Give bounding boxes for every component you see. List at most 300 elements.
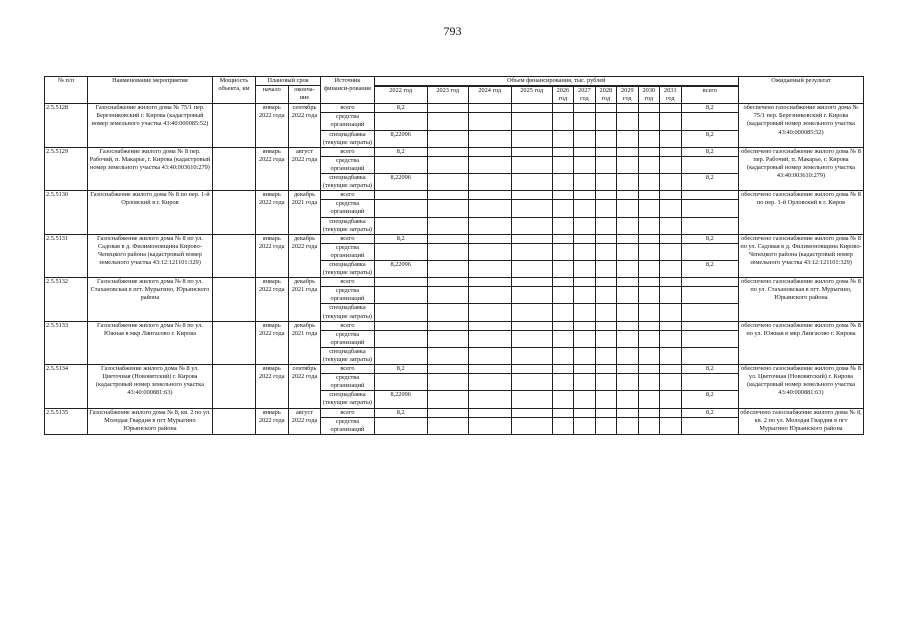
empty-cell <box>574 217 595 234</box>
table-row <box>45 104 864 113</box>
empty-cell <box>660 365 681 374</box>
empty-cell <box>552 217 573 234</box>
empty-cell <box>660 347 681 364</box>
empty-cell <box>511 260 552 277</box>
empty-cell <box>427 243 468 260</box>
empty-cell <box>595 243 616 260</box>
empty-cell <box>595 391 616 408</box>
empty-cell <box>617 417 638 434</box>
source-total: всего <box>321 147 374 156</box>
value-2022-nadbavka <box>374 217 427 234</box>
end-date: декабрь 2021 года <box>288 191 321 234</box>
empty-cell <box>511 113 552 130</box>
empty-cell <box>427 417 468 434</box>
header-name: Наименование мероприятия <box>87 77 212 104</box>
empty-cell <box>427 104 468 113</box>
row-number: 2.5.5129 <box>45 147 88 190</box>
empty-cell <box>617 278 638 287</box>
empty-cell <box>574 278 595 287</box>
empty-cell <box>574 104 595 113</box>
table-row <box>45 147 864 156</box>
empty-cell <box>638 113 659 130</box>
empty-cell <box>574 330 595 347</box>
empty-cell <box>638 365 659 374</box>
header-term: Плановый срок <box>255 77 321 86</box>
empty-cell <box>595 260 616 277</box>
expected-result: обеспечено газоснабжение жилого дома № 8 по ул. Садовая в д. Филимоновщина Кирово-Чепецкого района (кадастровый номер земельного участка 43:12:121101:329) <box>738 234 863 277</box>
empty-cell <box>660 260 681 277</box>
empty-cell <box>552 417 573 434</box>
empty-cell <box>617 156 638 173</box>
source-org: средства организаций <box>321 113 374 130</box>
empty-cell <box>660 156 681 173</box>
value-sum-total: 8,2 <box>681 234 738 243</box>
value-sum-nadbavka: 8,2 <box>681 260 738 277</box>
source-nadbavka: спецнадбавка (текущие затраты) <box>321 391 374 408</box>
row-number: 2.5.5132 <box>45 278 88 321</box>
empty-cell <box>595 347 616 364</box>
empty-cell <box>638 374 659 391</box>
empty-cell <box>638 408 659 417</box>
empty-cell <box>660 191 681 200</box>
value-2022-total: 8,2 <box>374 104 427 113</box>
source-total: всего <box>321 104 374 113</box>
empty-cell <box>468 113 511 130</box>
capacity-cell <box>212 147 255 190</box>
value-sum-total: 8,2 <box>681 408 738 417</box>
empty-cell <box>511 200 552 217</box>
table-row <box>45 278 864 287</box>
source-org: средства организаций <box>321 287 374 304</box>
row-number: 2.5.5135 <box>45 408 88 434</box>
empty-cell <box>552 174 573 191</box>
empty-cell <box>660 243 681 260</box>
empty-cell <box>617 287 638 304</box>
empty-cell <box>427 304 468 321</box>
empty-cell <box>511 104 552 113</box>
empty-cell <box>468 330 511 347</box>
empty-cell <box>574 191 595 200</box>
empty-cell <box>427 391 468 408</box>
empty-cell <box>595 130 616 147</box>
empty-cell <box>574 113 595 130</box>
empty-cell <box>574 347 595 364</box>
value-2022-total <box>374 321 427 330</box>
empty-cell <box>427 156 468 173</box>
empty-cell <box>427 260 468 277</box>
empty-cell <box>468 417 511 434</box>
start-date: январь 2022 года <box>255 321 288 364</box>
end-date: август 2022 года <box>288 147 321 190</box>
empty-cell <box>660 391 681 408</box>
empty-cell <box>617 304 638 321</box>
empty-cell <box>660 217 681 234</box>
header-start: начало <box>255 86 288 104</box>
empty-cell <box>374 200 427 217</box>
empty-cell <box>468 374 511 391</box>
empty-cell <box>427 365 468 374</box>
empty-cell <box>511 156 552 173</box>
empty-cell <box>617 113 638 130</box>
empty-cell <box>468 156 511 173</box>
empty-cell <box>638 200 659 217</box>
empty-cell <box>595 278 616 287</box>
empty-cell <box>552 234 573 243</box>
empty-cell <box>574 174 595 191</box>
empty-cell <box>681 200 738 217</box>
empty-cell <box>595 287 616 304</box>
empty-cell <box>427 200 468 217</box>
empty-cell <box>511 243 552 260</box>
empty-cell <box>511 391 552 408</box>
value-sum-nadbavka: 8,2 <box>681 174 738 191</box>
empty-cell <box>427 113 468 130</box>
empty-cell <box>468 130 511 147</box>
empty-cell <box>681 330 738 347</box>
start-date: январь 2022 года <box>255 147 288 190</box>
empty-cell <box>511 130 552 147</box>
source-total: всего <box>321 365 374 374</box>
empty-cell <box>638 330 659 347</box>
value-2022-total <box>374 191 427 200</box>
empty-cell <box>552 374 573 391</box>
empty-cell <box>617 347 638 364</box>
empty-cell <box>552 408 573 417</box>
empty-cell <box>595 104 616 113</box>
empty-cell <box>511 174 552 191</box>
value-sum-nadbavka: 8,2 <box>681 391 738 408</box>
value-sum-total <box>681 191 738 200</box>
empty-cell <box>574 156 595 173</box>
value-2022-total: 8,2 <box>374 234 427 243</box>
empty-cell <box>511 330 552 347</box>
empty-cell <box>468 347 511 364</box>
value-sum-nadbavka <box>681 217 738 234</box>
start-date: январь 2022 года <box>255 191 288 234</box>
value-sum-nadbavka: 8,2 <box>681 130 738 147</box>
empty-cell <box>574 130 595 147</box>
empty-cell <box>468 243 511 260</box>
empty-cell <box>660 200 681 217</box>
empty-cell <box>468 278 511 287</box>
value-2022-nadbavka <box>374 347 427 364</box>
empty-cell <box>574 365 595 374</box>
empty-cell <box>681 156 738 173</box>
empty-cell <box>595 191 616 200</box>
source-nadbavka: спецнадбавка (текущие затраты) <box>321 130 374 147</box>
empty-cell <box>552 130 573 147</box>
empty-cell <box>660 408 681 417</box>
empty-cell <box>552 147 573 156</box>
empty-cell <box>374 374 427 391</box>
empty-cell <box>468 408 511 417</box>
empty-cell <box>617 147 638 156</box>
value-sum-nadbavka <box>681 304 738 321</box>
empty-cell <box>617 243 638 260</box>
empty-cell <box>511 408 552 417</box>
capacity-cell <box>212 191 255 234</box>
empty-cell <box>638 417 659 434</box>
expected-result: обеспечено газоснабжение жилого дома № 8 по ул. Южная в мкр Лянгасово г. Кирова <box>738 321 863 364</box>
empty-cell <box>574 234 595 243</box>
empty-cell <box>638 347 659 364</box>
empty-cell <box>468 104 511 113</box>
empty-cell <box>427 217 468 234</box>
empty-cell <box>574 321 595 330</box>
empty-cell <box>511 191 552 200</box>
value-2022-total <box>374 278 427 287</box>
table-row <box>45 191 864 200</box>
value-2022-nadbavka: 8,22096 <box>374 391 427 408</box>
header-num: № п/п <box>45 77 88 104</box>
header-year: 2022 год <box>374 87 427 104</box>
start-date: январь 2022 года <box>255 408 288 434</box>
empty-cell <box>595 234 616 243</box>
empty-cell <box>638 217 659 234</box>
empty-cell <box>552 321 573 330</box>
table-header <box>45 77 864 104</box>
value-sum-total: 8,2 <box>681 365 738 374</box>
empty-cell <box>427 287 468 304</box>
empty-cell <box>681 417 738 434</box>
empty-cell <box>595 365 616 374</box>
empty-cell <box>468 200 511 217</box>
capacity-cell <box>212 104 255 147</box>
value-sum-total: 8,2 <box>681 104 738 113</box>
empty-cell <box>638 104 659 113</box>
empty-cell <box>660 113 681 130</box>
empty-cell <box>638 260 659 277</box>
empty-cell <box>617 217 638 234</box>
empty-cell <box>574 147 595 156</box>
empty-cell <box>511 304 552 321</box>
empty-cell <box>427 234 468 243</box>
empty-cell <box>660 374 681 391</box>
measure-name: Газоснабжение жилого дома № 8, кв. 2 по ул. Молодая Гвардия в пгт Мурыгино Юрьянского района <box>87 408 212 434</box>
empty-cell <box>552 304 573 321</box>
header-year: 2027 год <box>574 87 595 104</box>
table-row <box>45 234 864 243</box>
empty-cell <box>574 260 595 277</box>
source-total: всего <box>321 408 374 417</box>
empty-cell <box>660 287 681 304</box>
empty-cell <box>595 200 616 217</box>
empty-cell <box>468 321 511 330</box>
header-year: 2031 год <box>660 87 681 104</box>
empty-cell <box>427 278 468 287</box>
end-date: декабрь 2021 года <box>288 278 321 321</box>
empty-cell <box>468 260 511 277</box>
value-2022-nadbavka <box>374 304 427 321</box>
empty-cell <box>468 365 511 374</box>
empty-cell <box>660 130 681 147</box>
empty-cell <box>511 321 552 330</box>
end-date: декабрь 2022 года <box>288 234 321 277</box>
header-year: 2026 год <box>552 87 573 104</box>
row-number: 2.5.5130 <box>45 191 88 234</box>
value-sum-total: 8,2 <box>681 147 738 156</box>
empty-cell <box>617 104 638 113</box>
empty-cell <box>638 287 659 304</box>
empty-cell <box>638 391 659 408</box>
empty-cell <box>374 287 427 304</box>
empty-cell <box>374 113 427 130</box>
value-sum-nadbavka <box>681 347 738 364</box>
expected-result: обеспечено газоснабжение жилого дома № 8 по ул. Стахановская в пгт. Мурыгино, Юрьянского района <box>738 278 863 321</box>
end-date: сентябрь 2022 года <box>288 104 321 147</box>
source-org: средства организаций <box>321 330 374 347</box>
empty-cell <box>552 365 573 374</box>
empty-cell <box>681 287 738 304</box>
header-result: Ожидаемый результат <box>738 77 863 104</box>
empty-cell <box>617 191 638 200</box>
empty-cell <box>552 200 573 217</box>
header-year: 2023 год <box>427 87 468 104</box>
empty-cell <box>374 156 427 173</box>
capacity-cell <box>212 408 255 434</box>
empty-cell <box>638 243 659 260</box>
value-2022-nadbavka: 8,22096 <box>374 260 427 277</box>
empty-cell <box>638 304 659 321</box>
empty-cell <box>617 391 638 408</box>
empty-cell <box>595 374 616 391</box>
empty-cell <box>595 408 616 417</box>
empty-cell <box>468 287 511 304</box>
empty-cell <box>595 174 616 191</box>
empty-cell <box>638 156 659 173</box>
empty-cell <box>617 408 638 417</box>
empty-cell <box>511 217 552 234</box>
empty-cell <box>595 417 616 434</box>
header-year: 2025 год <box>511 87 552 104</box>
empty-cell <box>660 321 681 330</box>
empty-cell <box>638 278 659 287</box>
source-nadbavka: спецнадбавка (текущие затраты) <box>321 347 374 364</box>
measure-name: Газоснабжение жилого дома № 8 по ул. Садовая в д. Филимоновщина Кирово-Чепецкого района (кадастровый номер земельного участка 43:12:121101:329) <box>87 234 212 277</box>
empty-cell <box>660 174 681 191</box>
empty-cell <box>595 217 616 234</box>
empty-cell <box>511 234 552 243</box>
empty-cell <box>617 374 638 391</box>
header-year: 2028 год <box>595 87 616 104</box>
measure-name: Газоснабжение жилого дома № 8 пер. Рабочий, п. Макарье, г. Кирова (кадастровый номер земельного участка 43:40:003610:279) <box>87 147 212 190</box>
empty-cell <box>617 330 638 347</box>
source-nadbavka: спецнадбавка (текущие затраты) <box>321 304 374 321</box>
empty-cell <box>427 408 468 417</box>
financing-table <box>44 76 864 435</box>
empty-cell <box>638 321 659 330</box>
empty-cell <box>427 330 468 347</box>
capacity-cell <box>212 278 255 321</box>
empty-cell <box>638 130 659 147</box>
measure-name: Газоснабжение жилого дома № 8 по пер. 1-й Орловский в г. Киров <box>87 191 212 234</box>
value-2022-nadbavka: 8,22096 <box>374 130 427 147</box>
empty-cell <box>427 374 468 391</box>
empty-cell <box>468 234 511 243</box>
source-org: средства организаций <box>321 243 374 260</box>
header-total: всего <box>681 87 738 104</box>
start-date: январь 2022 года <box>255 234 288 277</box>
source-total: всего <box>321 321 374 330</box>
empty-cell <box>595 330 616 347</box>
empty-cell <box>574 200 595 217</box>
empty-cell <box>574 304 595 321</box>
end-date: декабрь 2021 года <box>288 321 321 364</box>
row-number: 2.5.5128 <box>45 104 88 147</box>
empty-cell <box>574 391 595 408</box>
empty-cell <box>617 200 638 217</box>
empty-cell <box>595 304 616 321</box>
header-capacity: Мощность объекта, км <box>212 77 255 104</box>
empty-cell <box>660 147 681 156</box>
value-sum-total <box>681 278 738 287</box>
empty-cell <box>511 287 552 304</box>
empty-cell <box>427 130 468 147</box>
empty-cell <box>595 156 616 173</box>
capacity-cell <box>212 321 255 364</box>
empty-cell <box>638 174 659 191</box>
empty-cell <box>511 147 552 156</box>
header-volume: Объем финансирования, тыс. рублей <box>374 77 738 86</box>
source-org: средства организаций <box>321 200 374 217</box>
empty-cell <box>552 391 573 408</box>
empty-cell <box>468 174 511 191</box>
empty-cell <box>374 243 427 260</box>
empty-cell <box>660 234 681 243</box>
empty-cell <box>660 330 681 347</box>
empty-cell <box>552 243 573 260</box>
source-total: всего <box>321 234 374 243</box>
empty-cell <box>617 130 638 147</box>
source-nadbavka: спецнадбавка (текущие затраты) <box>321 217 374 234</box>
start-date: январь 2022 года <box>255 104 288 147</box>
empty-cell <box>638 234 659 243</box>
empty-cell <box>617 174 638 191</box>
empty-cell <box>511 365 552 374</box>
empty-cell <box>427 174 468 191</box>
value-sum-total <box>681 321 738 330</box>
capacity-cell <box>212 365 255 408</box>
measure-name: Газоснабжение жилого дома № 8 ул. Цветочная (Нововятский) г. Кирова (кадастровый номер земельного участка 43:40:000881:63) <box>87 365 212 408</box>
expected-result: обеспечено газоснабжение жилого дома № 8 ул. Цветочная (Нововятский) г. Кирова (кадастровый номер земельного участка 43:40:000881:63) <box>738 365 863 408</box>
empty-cell <box>681 374 738 391</box>
start-date: январь 2022 года <box>255 278 288 321</box>
table-row <box>45 365 864 374</box>
empty-cell <box>617 260 638 277</box>
empty-cell <box>552 260 573 277</box>
empty-cell <box>574 287 595 304</box>
source-nadbavka: спецнадбавка (текущие затраты) <box>321 174 374 191</box>
empty-cell <box>511 347 552 364</box>
page-number: 793 <box>443 24 462 38</box>
table-body <box>45 104 864 435</box>
empty-cell <box>574 374 595 391</box>
expected-result: обеспечено газоснабжение жилого дома № 75/1 пер. Березниковский г. Кирова (кадастровый номер земельного участка 43:40:000085:52) <box>738 104 863 147</box>
empty-cell <box>468 191 511 200</box>
header-year: 2030 год <box>638 87 659 104</box>
empty-cell <box>552 347 573 364</box>
measure-name: Газоснабжение жилого дома № 8 по ул. Южная в мкр Лянгасово г. Кирова <box>87 321 212 364</box>
empty-cell <box>595 113 616 130</box>
empty-cell <box>681 243 738 260</box>
value-2022-nadbavka: 8,22096 <box>374 174 427 191</box>
measure-name: Газоснабжение жилого дома № 8 по ул. Стахановская в пгт. Мурыгино, Юрьянского района <box>87 278 212 321</box>
value-2022-total: 8,2 <box>374 365 427 374</box>
row-number: 2.5.5134 <box>45 365 88 408</box>
empty-cell <box>511 417 552 434</box>
table-row <box>45 408 864 417</box>
empty-cell <box>660 417 681 434</box>
